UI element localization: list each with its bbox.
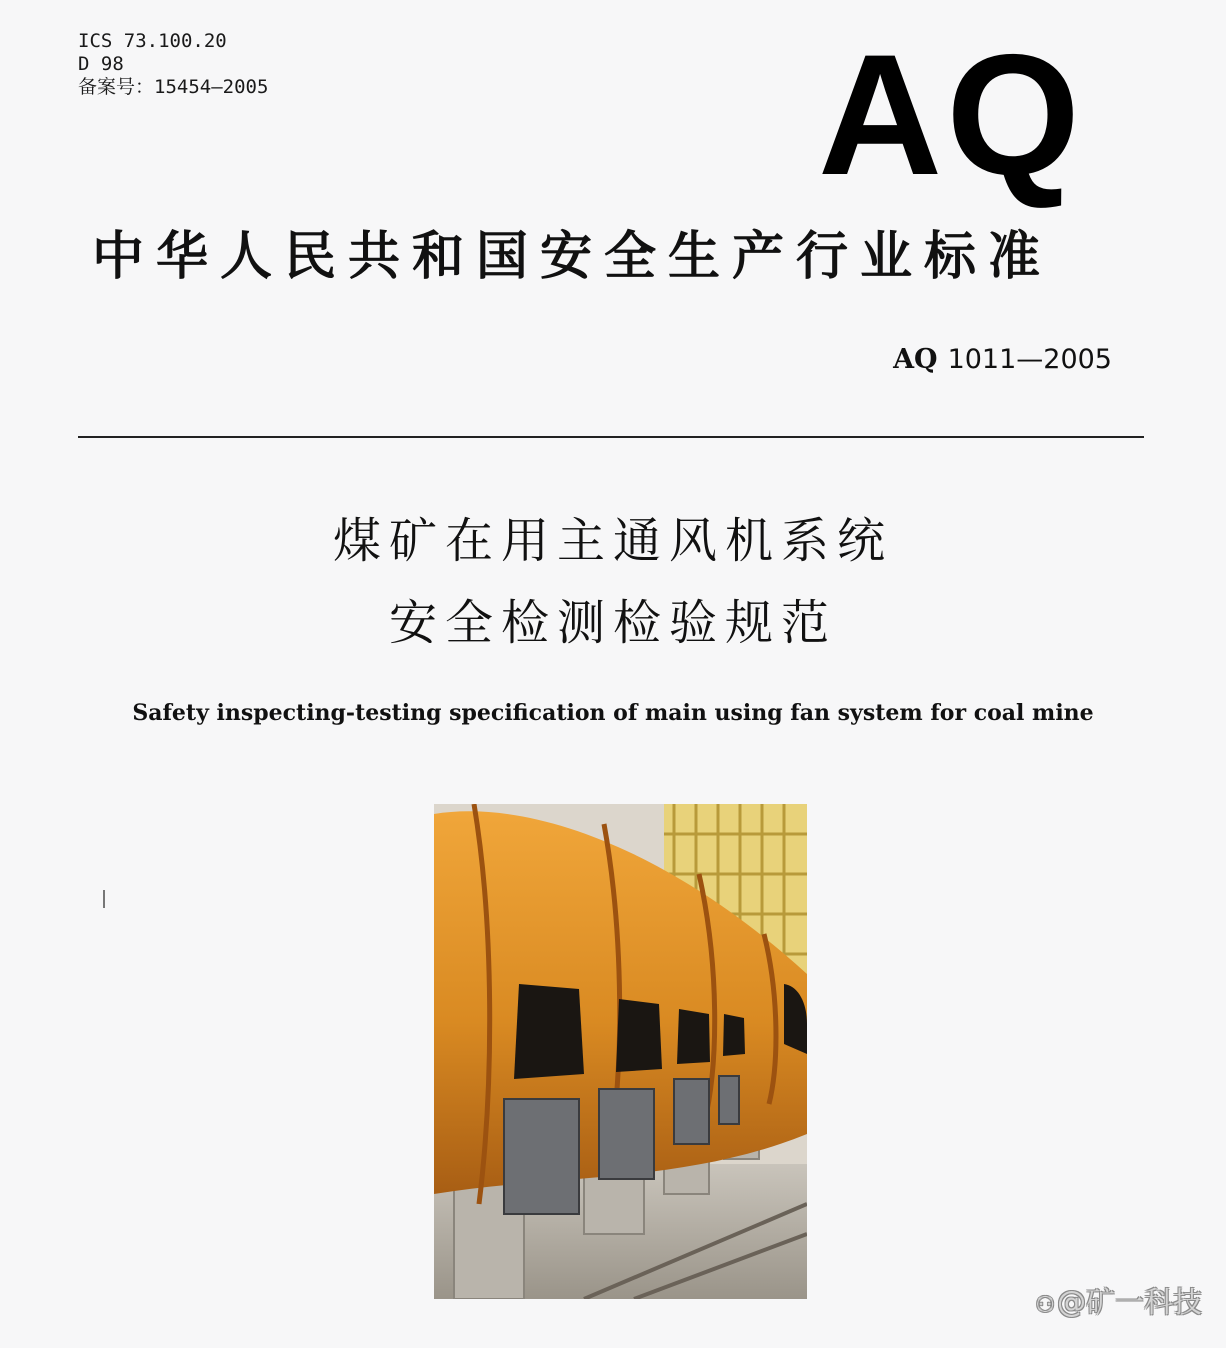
divider — [78, 436, 1144, 438]
title-cn-line2: 安全检测检验规范 — [388, 595, 837, 651]
watermark-text: @矿一科技 — [1056, 1285, 1202, 1319]
standard-prefix: AQ — [893, 344, 938, 375]
document-title-en: Safety inspecting-testing specification of main using fan system for coal mine — [132, 700, 1094, 726]
record-number: 备案号：15454—2005 — [78, 76, 269, 98]
margin-mark — [103, 890, 105, 908]
aq-logo: AQ — [818, 19, 1084, 211]
class-code: D 98 — [78, 53, 124, 75]
broadcast-icon: ⚇ — [1035, 1293, 1055, 1318]
main-title: 中华人民共和国安全生产行业标准 — [92, 227, 1053, 287]
mine-fan-photo — [434, 804, 807, 1299]
ics-code: ICS 73.100.20 — [78, 30, 227, 52]
standard-code — [893, 342, 1112, 378]
watermark — [1035, 1282, 1202, 1326]
standard-number: 1011—2005 — [947, 344, 1112, 375]
document-title-cn — [0, 500, 1226, 664]
title-cn-line1: 煤矿在用主通风机系统 — [332, 513, 893, 569]
document-meta — [78, 30, 268, 99]
